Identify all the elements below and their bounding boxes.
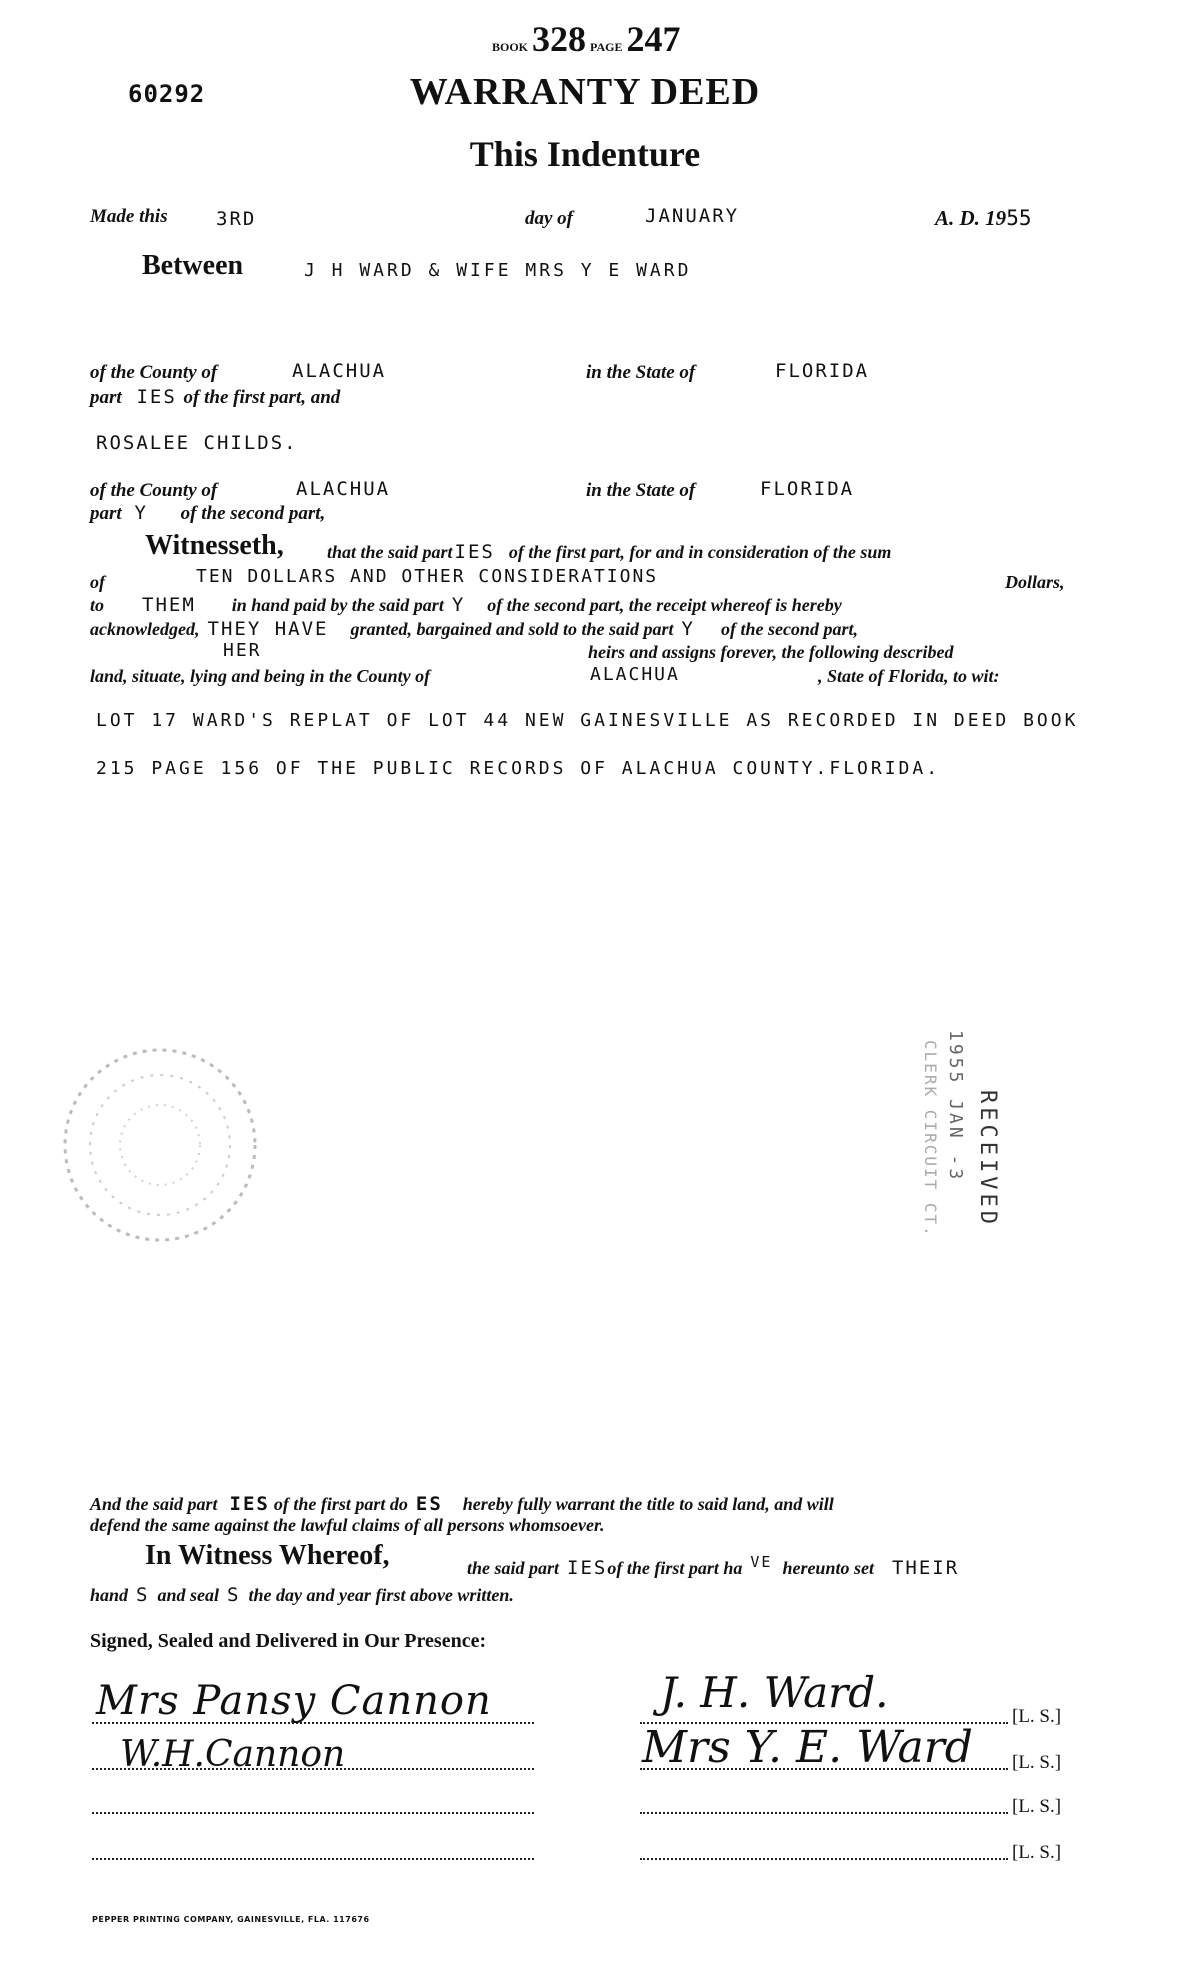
legal-description-line-1: LOT 17 WARD'S REPLAT OF LOT 44 NEW GAINESVILLE AS RECORDED IN DEED BOOK xyxy=(96,710,1079,731)
w-l4c: of the second part, xyxy=(720,619,858,639)
ls-mark-2: [L. S.] xyxy=(1012,1752,1062,1773)
grantor-state: FLORIDA xyxy=(775,360,870,382)
ls-mark-1: [L. S.] xyxy=(1012,1706,1062,1727)
w-l2b: Dollars, xyxy=(1005,572,1065,592)
grantee-state-label: in the State of xyxy=(586,480,696,501)
warrant-line-1 xyxy=(90,1493,834,1515)
warrant-a1-fill: IES xyxy=(229,1493,270,1515)
iw-b1-fill: S xyxy=(136,1584,150,1606)
printer-imprint: PEPPER PRINTING COMPANY, GAINESVILLE, FLA. 117676 xyxy=(92,1915,370,1924)
iw-a1-fill: IES xyxy=(567,1557,608,1579)
ad-prefix: A. D. 19 xyxy=(935,206,1007,230)
page-number: 247 xyxy=(626,19,681,59)
iw-a2-fill: VE xyxy=(750,1553,773,1571)
book-number: 328 xyxy=(532,19,587,59)
w-l1a: that the said part xyxy=(327,542,453,562)
w-l3b: in hand paid by the said part xyxy=(231,595,444,615)
grantee-part-line xyxy=(90,502,325,525)
ls-mark-4: [L. S.] xyxy=(1012,1842,1062,1863)
grantor-county: ALACHUA xyxy=(292,360,387,382)
witnesseth-line-3 xyxy=(90,594,842,616)
iw-a3-fill: THEIR xyxy=(891,1557,960,1579)
grantee-state: FLORIDA xyxy=(760,478,855,500)
w-l1-fill: IES xyxy=(454,541,495,563)
made-this-label: Made this xyxy=(90,206,168,227)
book-page-stamp xyxy=(492,18,680,60)
iw-b2-fill: S xyxy=(227,1584,241,1606)
consideration: TEN DOLLARS AND OTHER CONSIDERATIONS xyxy=(196,566,659,587)
ad-label xyxy=(935,206,1031,231)
grantee-part-label: part xyxy=(90,503,122,524)
w-l4b: granted, bargained and sold to the said part xyxy=(350,619,674,639)
w-l3-fill: THEM xyxy=(142,594,196,616)
witness-line-4 xyxy=(92,1858,534,1860)
grantee-county: ALACHUA xyxy=(296,478,391,500)
iw-b1: hand xyxy=(90,1585,129,1605)
seal-icon xyxy=(50,1030,270,1260)
received-text: RECEIVED xyxy=(975,1090,1000,1228)
grantor-part-suffix: IES xyxy=(136,386,177,408)
received-date: 1955 JAN -3 xyxy=(945,1030,966,1183)
year-suffix: 55 xyxy=(1006,206,1032,230)
iw-a2: of the first part ha xyxy=(607,1558,743,1578)
w-l4-fill2: Y xyxy=(681,618,695,640)
embossed-seal xyxy=(50,1030,270,1260)
document-number: 60292 xyxy=(128,80,206,108)
witnesseth-heading: Witnesseth, xyxy=(145,530,284,561)
w-l2a: of xyxy=(90,572,105,592)
grantor-signature-1: J. H. Ward. xyxy=(660,1668,889,1717)
witnesseth-line-1 xyxy=(327,541,891,563)
w-l5-fill: HER xyxy=(223,640,262,661)
received-stamp xyxy=(921,1030,1060,1260)
document-subtitle: This Indenture xyxy=(469,134,701,174)
w-l3c: of the second part, the receipt whereof is hereby xyxy=(487,595,842,615)
warrant-line-2: defend the same against the lawful claims of all persons whomsoever. xyxy=(90,1515,605,1535)
document-title: WARRANTY DEED xyxy=(409,71,761,113)
day-of-label: day of xyxy=(525,208,574,229)
witness-signature-2: W.H.Cannon xyxy=(120,1734,346,1775)
witness-signature-1: Mrs Pansy Cannon xyxy=(96,1678,492,1724)
iw-a1: the said part xyxy=(467,1558,560,1578)
w-l6b: , State of Florida, to wit: xyxy=(818,666,1000,686)
iw-a3: hereunto set xyxy=(782,1558,874,1578)
second-part-text: of the second part, xyxy=(180,503,326,524)
w-l4a: acknowledged, xyxy=(90,619,200,639)
grantor-line-3 xyxy=(640,1812,1008,1814)
witness-line-3 xyxy=(92,1812,534,1814)
w-l6a: land, situate, lying and being in the County of xyxy=(90,666,431,686)
page-label: PAGE xyxy=(590,40,623,54)
legal-description-line-2: 215 PAGE 156 OF THE PUBLIC RECORDS OF ALACHUA COUNTY.FLORIDA. xyxy=(96,758,941,779)
received-clerk: CLERK CIRCUIT CT. xyxy=(921,1040,940,1238)
w-l3a: to xyxy=(90,595,105,615)
ls-mark-3: [L. S.] xyxy=(1012,1796,1062,1817)
w-l1b: of the first part, for and in consideration of the sum xyxy=(508,542,892,562)
book-label: BOOK xyxy=(492,40,529,54)
made-month: JANUARY xyxy=(645,205,740,227)
warrant-a2: of the first part do xyxy=(273,1494,408,1514)
in-witness-heading: In Witness Whereof, xyxy=(145,1540,390,1571)
grantor-line-4 xyxy=(640,1858,1008,1860)
iw-b3: the day and year first above written. xyxy=(248,1585,514,1605)
grantor-signature-2: Mrs Y. E. Ward xyxy=(642,1722,973,1773)
w-l4-fill: THEY HAVE xyxy=(207,618,329,640)
in-witness-line-2 xyxy=(90,1584,514,1606)
w-l3-fill2: Y xyxy=(451,594,466,616)
witnesseth-line-4 xyxy=(90,618,858,640)
iw-b2: and seal xyxy=(157,1585,219,1605)
grantor-names: J H WARD & WIFE MRS Y E WARD xyxy=(304,260,692,281)
between-label: Between xyxy=(142,250,244,281)
grantee-part-suffix: Y xyxy=(134,502,148,524)
first-part-text: of the first part, and xyxy=(183,387,341,408)
grantor-part-label: part xyxy=(90,387,122,408)
in-witness-line-1 xyxy=(467,1553,959,1579)
grantor-state-label: in the State of xyxy=(586,362,696,383)
w-l5b: heirs and assigns forever, the following described xyxy=(588,642,954,662)
grantor-part-line xyxy=(90,386,340,409)
warrant-a2-fill: ES xyxy=(415,1493,443,1515)
warrant-a3: hereby fully warrant the title to said land, and will xyxy=(462,1494,834,1514)
grantee-name: ROSALEE CHILDS. xyxy=(96,432,298,454)
presence-label: Signed, Sealed and Delivered in Our Presence: xyxy=(90,1630,487,1652)
grantee-county-label: of the County of xyxy=(90,480,218,501)
made-day: 3RD xyxy=(216,208,257,230)
warrant-a1: And the said part xyxy=(90,1494,218,1514)
w-l6-fill: ALACHUA xyxy=(590,664,680,685)
grantor-county-label: of the County of xyxy=(90,362,218,383)
